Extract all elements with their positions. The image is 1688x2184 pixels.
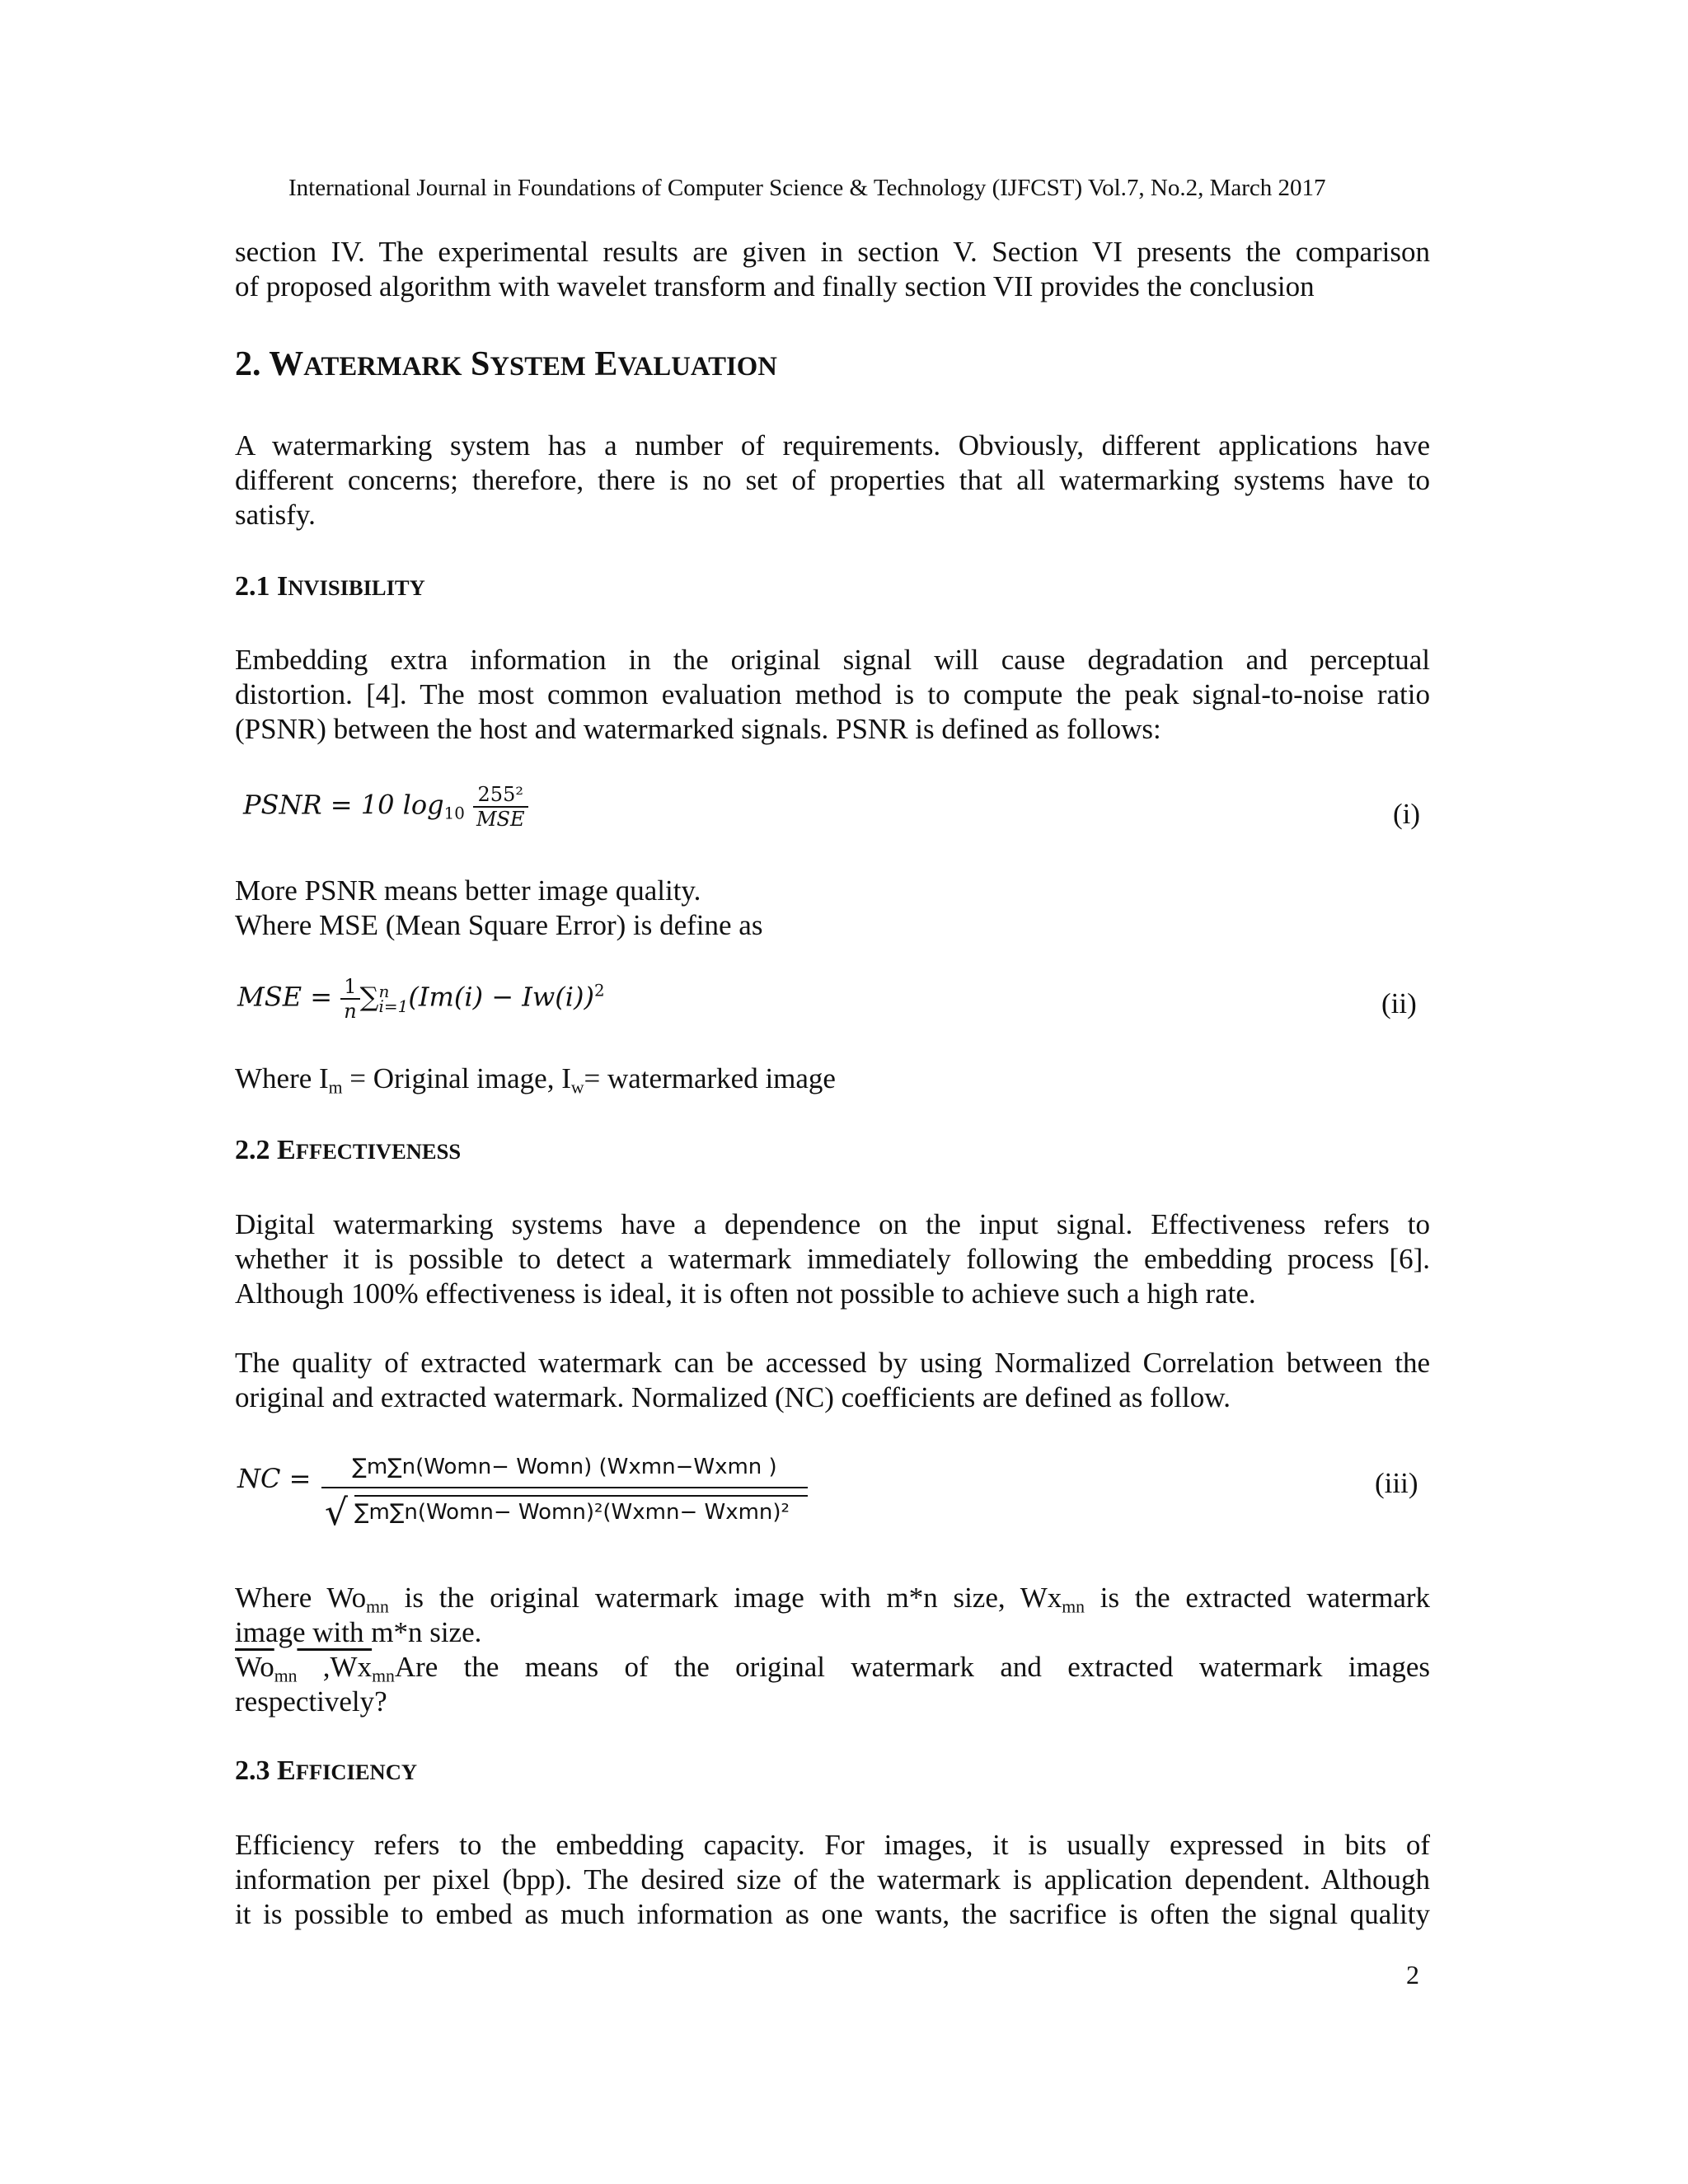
text-line: Although 100% effectiveness is ideal, it is often not possible to achieve such a high rate. — [235, 1277, 1256, 1310]
text-line: different concerns; therefore, there is no set of properties that all watermarking systems have to — [235, 464, 1430, 496]
sqrt-icon: √ — [325, 1492, 349, 1534]
text-line: Where MSE (Mean Square Error) is define as — [235, 909, 763, 941]
text-line: original and extracted watermark. Normalized (NC) coefficients are defined as follow. — [235, 1381, 1231, 1413]
invisibility-paragraph — [235, 643, 1430, 747]
subsection-heading-invisibility: 2.1 INVISIBILITY — [235, 571, 425, 602]
subsection-heading-efficiency: 2.3 EFFICIENCY — [235, 1755, 417, 1786]
equation-mse: MSE = $\frac{1}{n}$ ∑ n i=1 $(Im(i) - Iw(i))^2$ — [237, 975, 605, 1023]
text-line: satisfy. — [235, 499, 316, 531]
mse-where: Where $I_m$ = Original image, $I_w=$ watermarked image — [235, 1062, 836, 1098]
equation-label: (ii) — [1381, 987, 1417, 1019]
text-line: section IV. The experimental results are given in section V. Section VI presents the comparison — [235, 236, 1430, 268]
text-line: (PSNR) between the host and watermarked signals. PSNR is defined as follows: — [235, 713, 1161, 745]
subsection-heading-effectiveness: 2.2 EFFECTIVENESS — [235, 1135, 462, 1165]
text-line: A watermarking system has a number of requirements. Obviously, different applications have — [235, 429, 1430, 462]
effectiveness-paragraph — [235, 1207, 1430, 1311]
section-heading: 2. WATERMARK SYSTEM EVALUATION — [235, 345, 777, 383]
text-line: Digital watermarking systems have a dependence on the input signal. Effectiveness refers to — [235, 1208, 1430, 1240]
running-header: International Journal in Foundations of Computer Science & Technology (IJFCST) Vol.7, No.2, March 2017 — [288, 175, 1326, 201]
text-line: The quality of extracted watermark can be accessed by using Normalized Correlation between the — [235, 1347, 1430, 1379]
equation-label: (i) — [1393, 798, 1421, 830]
equation-label: (iii) — [1375, 1467, 1418, 1499]
psnr-note — [235, 874, 1430, 943]
text-line: More PSNR means better image quality. — [235, 874, 701, 907]
text-line: of proposed algorithm with wavelet transform and finally section VII provides the conclusion — [235, 270, 1315, 302]
page-number: 2 — [1406, 1960, 1419, 1990]
intro-paragraph — [235, 235, 1430, 304]
text-line: information per pixel (bpp). The desired size of the watermark is application dependent. Although — [235, 1863, 1430, 1896]
nc-paragraph — [235, 1346, 1430, 1415]
text-line: Embedding extra information in the original signal will cause degradation and perceptual — [235, 644, 1430, 676]
efficiency-paragraph — [235, 1828, 1430, 1932]
text-line: Efficiency refers to the embedding capacity. For images, it is usually expressed in bits of — [235, 1829, 1430, 1861]
text-line: whether it is possible to detect a watermark immediately following the embedding process [6]. — [235, 1243, 1430, 1275]
nc-where: Where $Wo_{mn}$ is the original watermark image with m*n size, $Wx_{mn}$ is the extracted watermark image with m*n size. $\overline{Wo}_{mn}$ $,Wx_{mn}Are$ the means of the original watermark and extracted watermark images respectively? — [235, 1582, 1431, 1718]
text-line: it is possible to embed as much information as one wants, the sacrifice is often the signal quality — [235, 1898, 1430, 1930]
equation-psnr: PSNR = 10 $\log_{10}$ $\frac{\text{255²}}{\text{MSE}}$ — [243, 783, 528, 831]
equation-nc: NC = — [237, 1463, 312, 1494]
text-line: distortion. [4]. The most common evaluation method is to compute the peak signal-to-noise ratio — [235, 678, 1430, 710]
section2-paragraph — [235, 429, 1430, 532]
nc-fraction: ∑m∑n(Womn− Womn) (Wxmn−Wxmn ) √ ∑m∑n(Womn− Womn)²(Wxmn− Wxmn)² — [321, 1452, 808, 1528]
